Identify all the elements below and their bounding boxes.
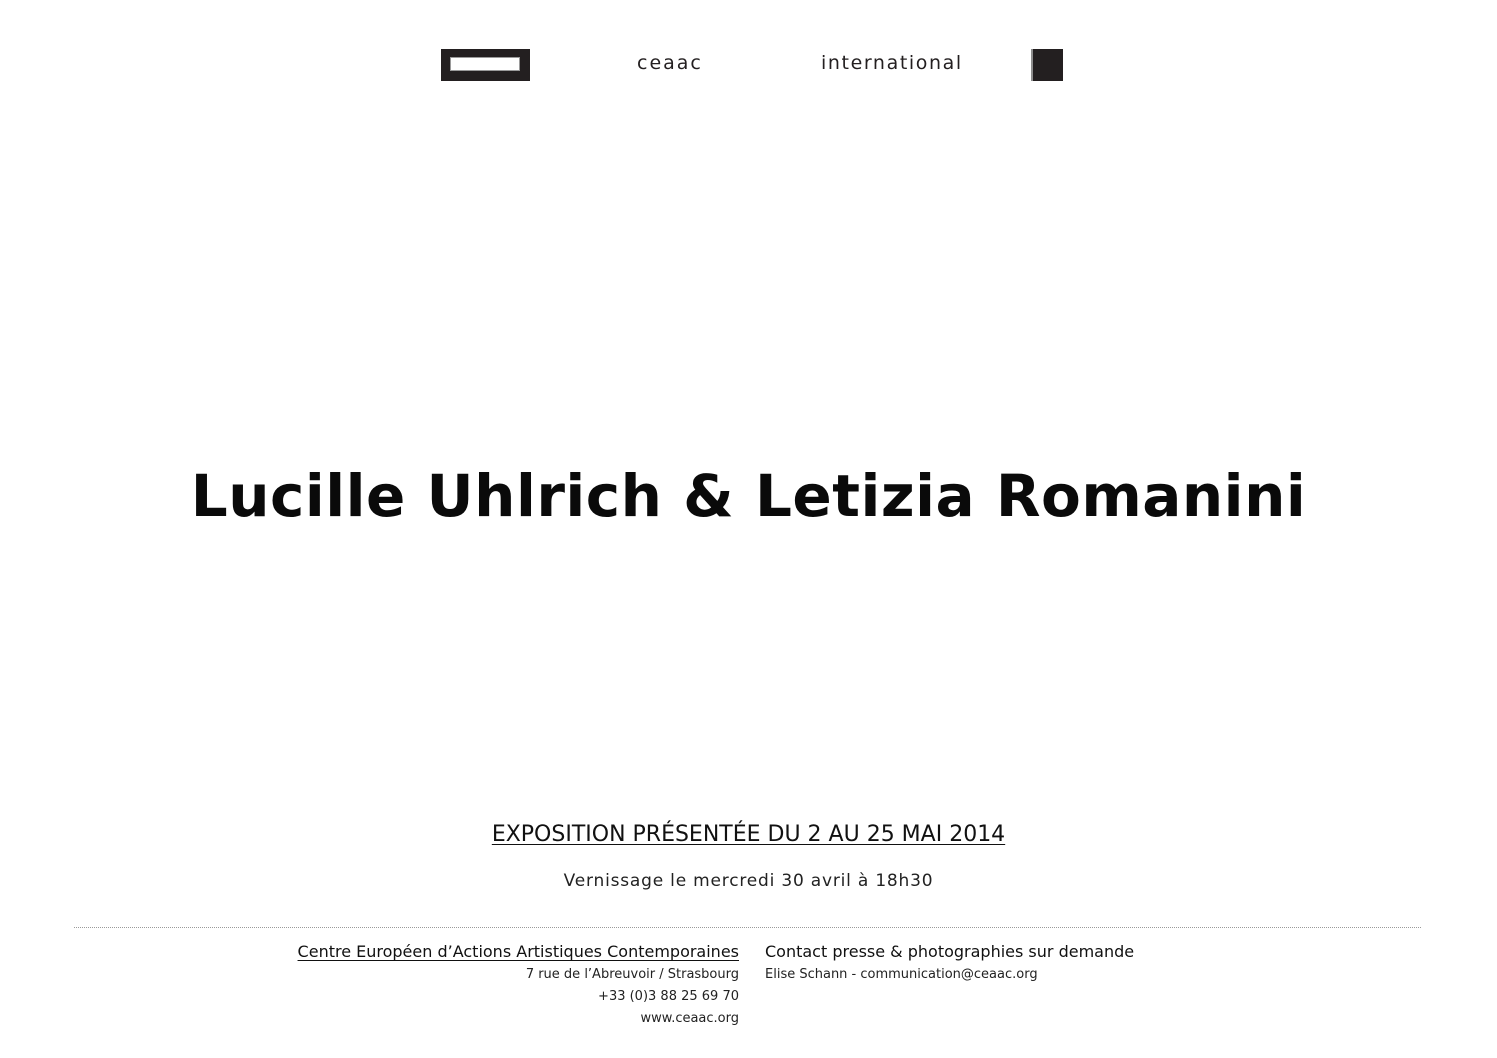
logo-left-slot <box>450 57 520 71</box>
organization-block <box>298 940 739 1030</box>
exhibition-dates-text: EXPOSITION PRÉSENTÉE DU 2 AU 25 MAI 2014 <box>491 822 1006 847</box>
organization-address: 7 rue de l’Abreuvoir / Strasbourg <box>525 967 739 982</box>
header-logo-bar <box>0 0 1497 110</box>
logo-left-block <box>441 49 530 81</box>
press-contact-details[interactable]: Elise Schann - communication@ceaac.org <box>765 967 1038 982</box>
opening-info: Vernissage le mercredi 30 avril à 18h30 <box>563 871 934 891</box>
exhibition-dates <box>0 820 1497 850</box>
logo-ceaac-text: ceaac <box>637 52 703 74</box>
press-contact-block <box>765 940 1134 986</box>
exhibition-title: Lucille Uhlrich & Letizia Romanini <box>190 461 1307 530</box>
logo-right-square <box>1031 49 1063 81</box>
footer-divider <box>74 927 1421 928</box>
organization-website[interactable]: www.ceaac.org <box>640 1011 739 1026</box>
press-contact-heading: Contact presse & photographies sur demande <box>765 942 1135 961</box>
organization-name: Centre Européen d’Actions Artistiques Contemporaines <box>297 942 739 961</box>
organization-phone: +33 (0)3 88 25 69 70 <box>598 989 739 1004</box>
logo-international-text: international <box>821 52 963 74</box>
